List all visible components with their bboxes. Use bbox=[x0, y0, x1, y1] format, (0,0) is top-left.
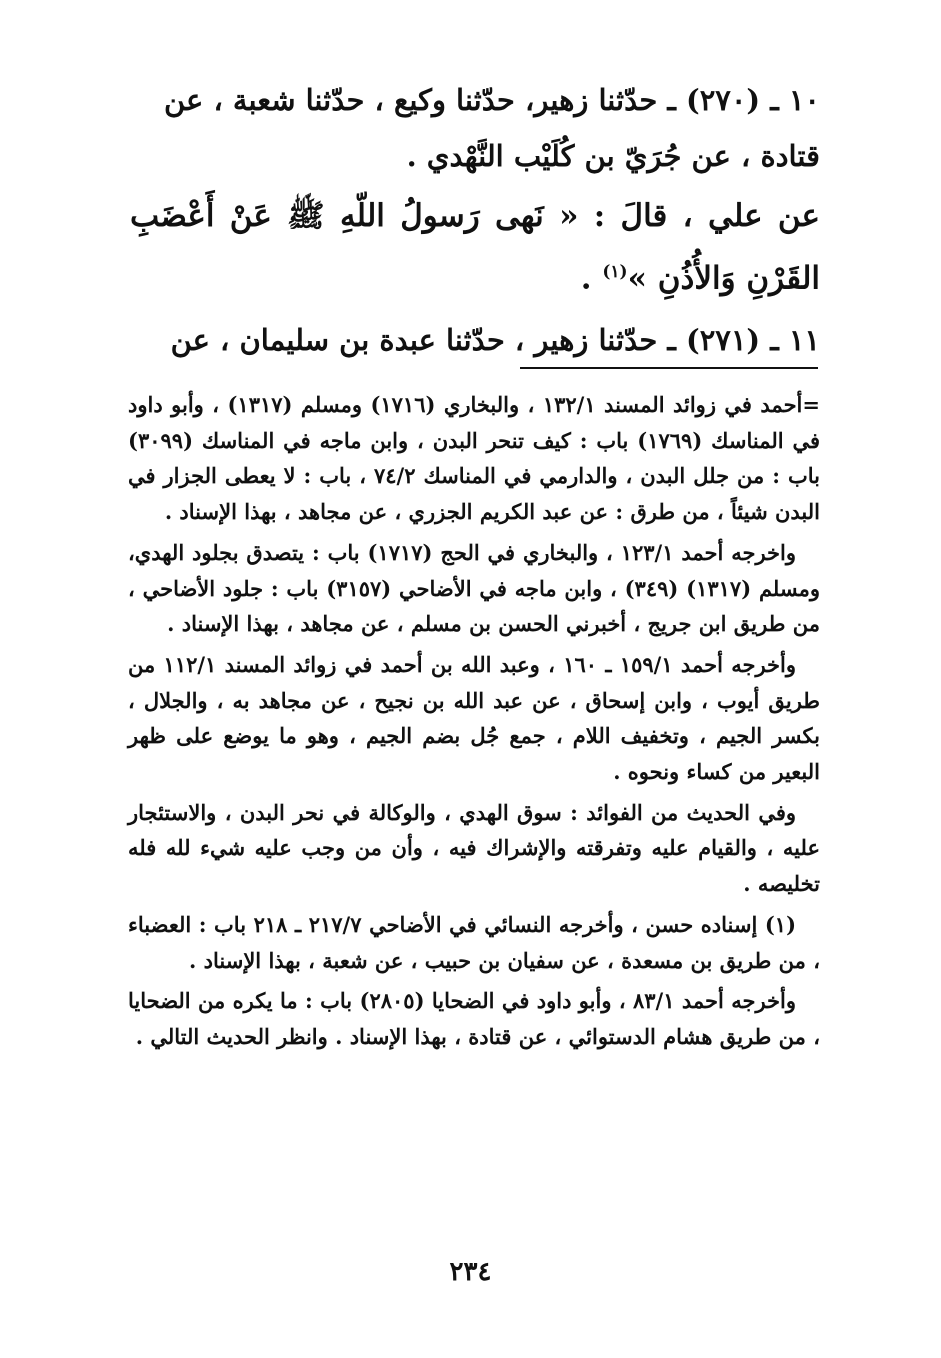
hadith-270-matn-text: عن علي ، قالَ : « نَهى رَسولُ اللّهِ ﷺ عَنْ أَعْضَبِ القَرْنِ وَالأُذُنِ » bbox=[130, 198, 820, 297]
footnote-ref-1: (١) bbox=[602, 262, 628, 282]
footnote-paragraph-6: وأخرجه أحمد ٨٣/١ ، وأبو داود في الضحايا (٢٨٠٥) باب : ما يكره من الضحايا ، من طريق هشام الدستوائي ، عن قتادة ، بهذا الإسناد . وانظر الحديث التالي . bbox=[128, 988, 820, 1049]
footnotes bbox=[128, 387, 820, 1055]
footnote-paragraph-2: واخرجه أحمد ١٢٣/١ ، والبخاري في الحج (١٧١٧) باب : يتصدق بجلود الهدي، ومسلم (١٣١٧) (٣٤٩) ، وابن ماجه في الأضاحي (٣١٥٧) باب : جلود الأضاحي ، من طريق ابن جريج ، أخبرني الحسن بن مسلم ، عن مجاهد ، بهذا الإسناد . bbox=[128, 539, 820, 637]
hadith-271-isnad-line-1: ١١ ـ (٢٧١) ـ حدّثنا زهير ، حدّثنا عبدة بن سليمان ، عن bbox=[170, 323, 820, 358]
main-text bbox=[130, 72, 820, 368]
page-number: ٢٣٤ bbox=[449, 1257, 492, 1287]
hadith-270-matn bbox=[130, 188, 820, 306]
footnote-paragraph-5: (١) إسناده حسن ، وأخرجه النسائي في الأضاحي ٢١٧/٧ ـ ٢١٨ باب : العضباء ، من طريق بن مسعدة ، عن سفيان بن حبيب ، عن شعبة ، بهذا الإسناد . bbox=[128, 911, 820, 973]
footnote-paragraph-1: =أحمد في زوائد المسند ١٣٢/١ ، والبخاري (١٧١٦) ومسلم (١٣١٧) ، وأبو داود في المناسك (١٧٦٩) باب : كيف تنحر البدن ، وابن ماجه في المناسك (٣٠٩٩) باب : من جلل البدن ، والدارمي في المناسك ٧٤/٢ ، باب : لا يعطى الجزار في البدن شيئاً ، من طرق : عن عبد الكريم الجزري ، عن مجاهد ، بهذا الإسناد . bbox=[128, 392, 821, 525]
footnote-paragraph-4: وفي الحديث من الفوائد : سوق الهدي ، والوكالة في نحر البدن ، والاستئجار عليه ، والقيام عليه وتفرقته والإشراك فيه ، وأن من وجب عليه شيء لله فله تخليصه . bbox=[128, 799, 820, 897]
hadith-270-isnad-line-1: ١٠ ـ (٢٧٠) ـ حدّثنا زهير، حدّثنا وكيع ، حدّثنا شعبة ، عن bbox=[163, 83, 820, 117]
footnote-separator bbox=[520, 367, 818, 369]
hadith-270-isnad-line-2: قتادة ، عن جُرَيّ بن كُلَيْب النَّهْدي . bbox=[406, 139, 820, 173]
hadith-270-matn-end: . bbox=[580, 260, 603, 297]
footnote-paragraph-3: وأخرجه أحمد ١٥٩/١ ـ ١٦٠ ، وعبد الله بن أحمد في زوائد المسند ١١٢/١ من طريق أيوب ، وابن إسحاق ، عن عبد الله بن نجيح ، عن مجاهد به ، والجلال ، بكسر الجيم ، وتخفيف اللام ، جمع جُل بضم الجيم ، وهو ما يوضع على ظهر البعير من كساء ونحوه . bbox=[128, 651, 820, 785]
